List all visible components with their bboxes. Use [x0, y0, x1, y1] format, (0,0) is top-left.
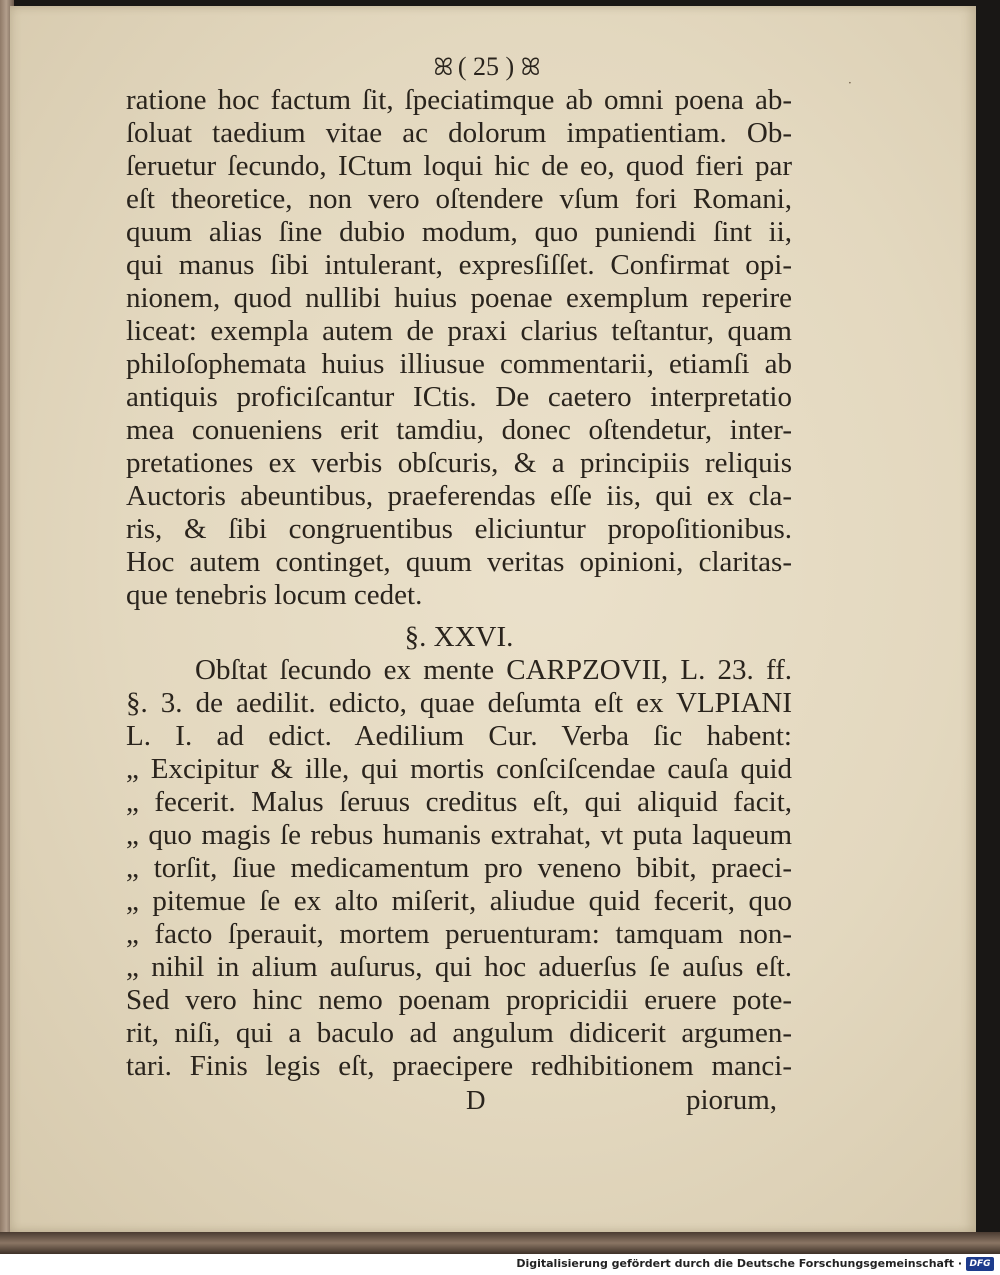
page-text [10, 6, 976, 1232]
ornament-left-icon: ꕤ [433, 55, 452, 81]
digitization-footer [0, 1254, 1000, 1275]
body-line: eſt theoretice, non vero oſtendere vſum fori Romani, [126, 183, 792, 215]
body-line: antiquis proficiſcantur ICtis. De caetero interpretatio [126, 381, 792, 413]
body-line: Auctoris abeuntibus, praeferendas eſſe iis, qui ex cla- [126, 480, 792, 512]
book-cover-bottom-edge [0, 1232, 1000, 1254]
body-line: quum alias ſine dubio modum, quo puniendi ſint ii, [126, 216, 792, 248]
section-line: rit, niſi, qui a baculo ad angulum didicerit argumen- [126, 1017, 792, 1049]
body-line: liceat: exempla autem de praxi clarius teſtantur, quam [126, 315, 792, 347]
paper-stain: · [848, 76, 852, 90]
catchword: piorum, [686, 1084, 778, 1116]
body-line: Hoc autem continget, quum veritas opinioni, claritas- [126, 546, 792, 578]
body-line: ſeruetur ſecundo, ICtum loqui hic de eo, quod fieri par [126, 150, 792, 182]
section-line: §. 3. de aedilit. edicto, quae deſumta eſt ex VLPIANI [126, 687, 792, 719]
section-title: §. XXVI. [404, 621, 514, 653]
section-line: tari. Finis legis eſt, praecipere redhibitionem manci- [126, 1050, 792, 1082]
quote-line: „ fecerit. Malus ſeruus creditus eſt, qui aliquid facit, [126, 786, 792, 818]
quote-line: „ pitemue ſe ex alto miſerit, aliudue quid fecerit, quo [126, 885, 792, 917]
body-line: ris, & ſibi congruentibus eliciuntur propoſitionibus. [126, 513, 792, 545]
body-line: pretationes ex verbis obſcuris, & a principiis reliquis [126, 447, 792, 479]
quote-line: „ torſit, ſiue medicamentum pro veneno bibit, praeci- [126, 852, 792, 884]
body-line: ratione hoc factum ſit, ſpeciatimque ab omni poena ab- [126, 84, 792, 116]
quote-line: „ Excipitur & ille, qui mortis conſciſcendae cauſa quid [126, 753, 792, 785]
page-header [386, 50, 586, 84]
quote-line: „ facto ſperauit, mortem peruenturam: tamquam non- [126, 918, 792, 950]
dfg-logo-icon[interactable]: DFG [966, 1257, 994, 1271]
ornament-right-icon: ꕤ [520, 55, 539, 81]
page-number: ( 25 ) [457, 52, 515, 81]
section-line: Obſtat ſecundo ex mente CARPZOVII, L. 23. ff. [195, 654, 792, 686]
body-line: qui manus ſibi intulerant, expresſiſſet. Confirmat opi- [126, 249, 792, 281]
section-line: L. I. ad edict. Aedilium Cur. Verba ſic habent: [126, 720, 792, 752]
funding-credit: Digitalisierung gefördert durch die Deutsche Forschungsgemeinschaft · [516, 1257, 962, 1270]
body-line: mea conueniens erit tamdiu, donec oſtendetur, inter- [126, 414, 792, 446]
body-line: que tenebris locum cedet. [126, 579, 423, 611]
quote-line: „ nihil in alium auſurus, qui hoc aduerſus ſe auſus eſt. [126, 951, 792, 983]
section-line: Sed vero hinc nemo poenam propricidii eruere pote- [126, 984, 792, 1016]
signature-mark: D [466, 1085, 486, 1115]
body-line: philoſophemata huius illiusue commentarii, etiamſi ab [126, 348, 792, 380]
body-line: ſoluat taedium vitae ac dolorum impatientiam. Ob- [126, 117, 792, 149]
book-page [10, 6, 976, 1232]
quote-line: „ quo magis ſe rebus humanis extrahat, vt puta laqueum [126, 819, 792, 851]
body-line: nionem, quod nullibi huius poenae exemplum reperire [126, 282, 792, 314]
